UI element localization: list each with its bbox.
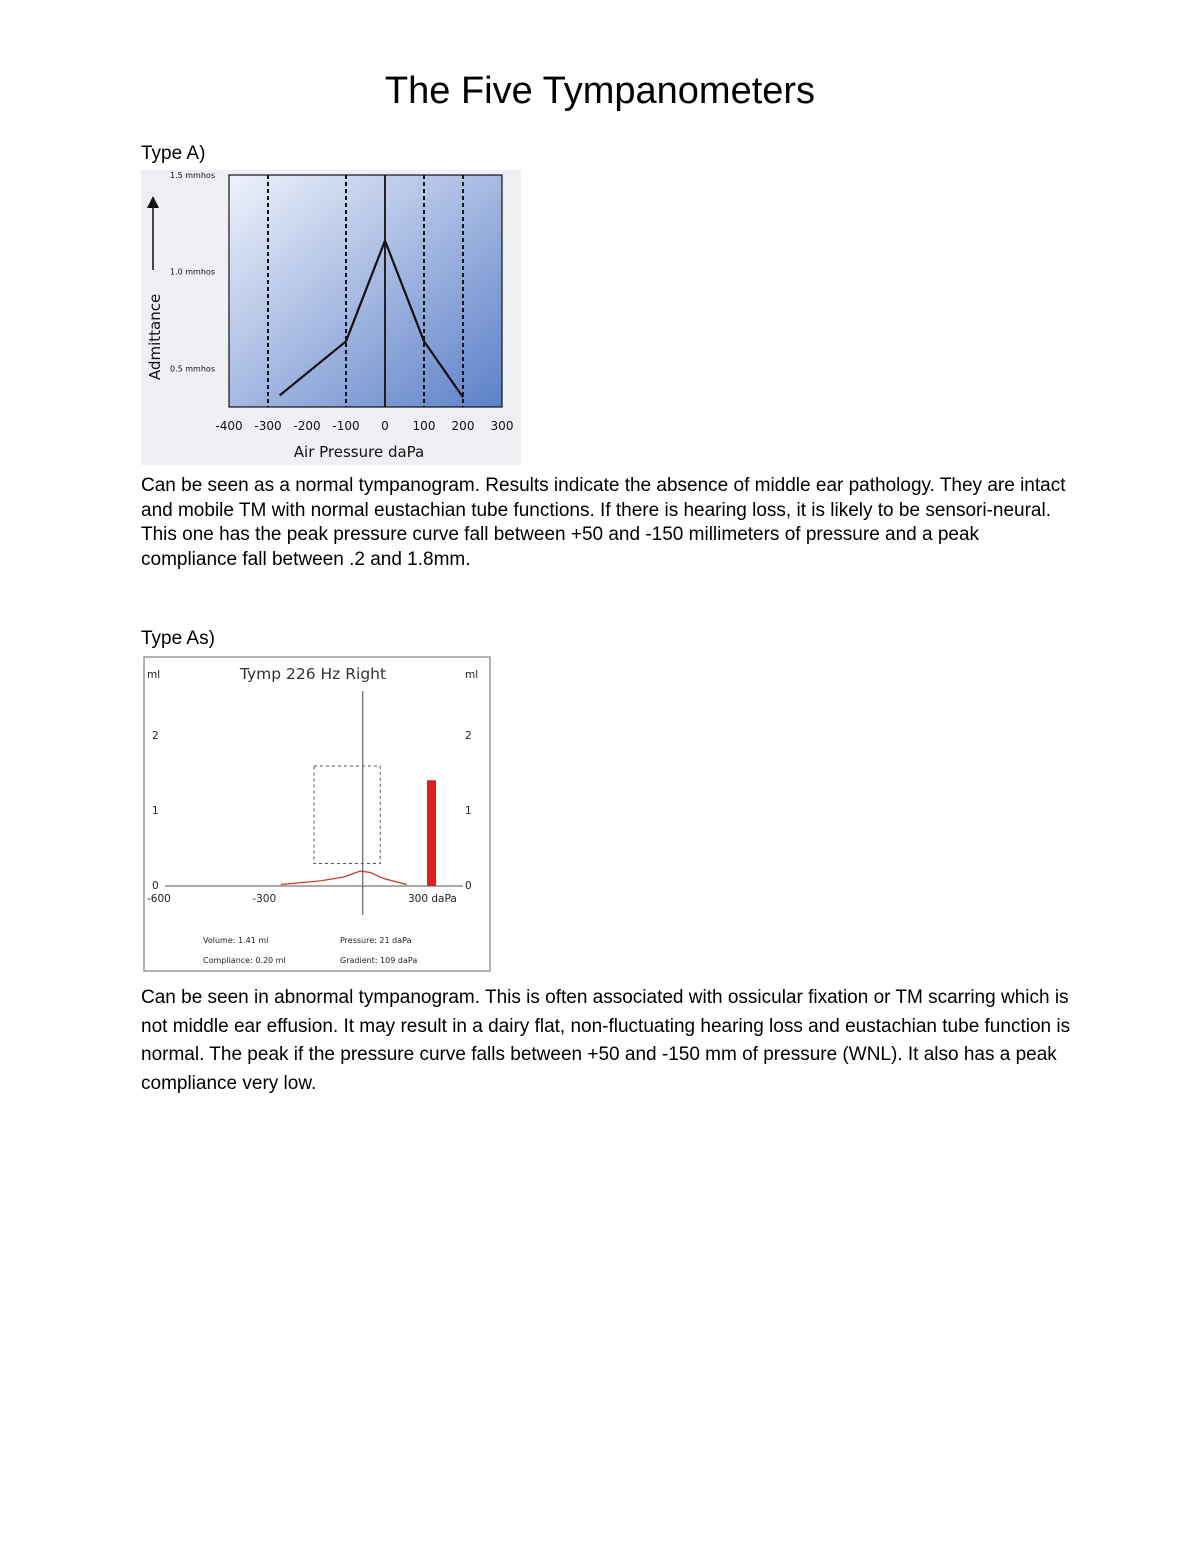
y-tick-label: 1.5 mmhos [170, 171, 215, 180]
chart-title: Tymp 226 Hz Right [239, 665, 387, 683]
page-title: The Five Tympanometers [384, 70, 816, 112]
y-axis-title: Admittance [146, 293, 164, 380]
y-tick-label: 0.5 mmhos [170, 364, 215, 374]
gradient-readout: Gradient: 109 daPa [340, 956, 418, 965]
y-tick-label-right: 1 [465, 805, 472, 817]
type-a-tympanogram-chart [141, 170, 521, 465]
type-a-description: Can be seen as a normal tympanogram. Results indicate the absence of middle ear pathology. They are intact and mobile TM with normal eustachian tube functions. If there is hearing loss, it is likely to be sensori-neural. This one has the peak pressure curve fall between +50 and -150 millimeters of pressure and a peak compliance fall between .2 and 1.8mm. [141, 475, 1066, 570]
volume-bar [427, 780, 436, 886]
y-axis-unit-left: ml [147, 669, 161, 681]
y-tick-label-left: 0 [152, 880, 159, 892]
x-tick-label: -600 [147, 893, 171, 905]
y-tick-label-left: 1 [152, 805, 159, 817]
x-tick-label: 300 [490, 419, 514, 433]
x-tick-label: -300 [254, 419, 282, 433]
pressure-readout: Pressure: 21 daPa [340, 936, 412, 945]
x-tick-label: -400 [215, 419, 243, 433]
y-tick-label: 1.0 mmhos [170, 267, 215, 277]
x-tick-label: -100 [332, 419, 360, 433]
compliance-readout: Compliance: 0.20 ml [203, 956, 286, 965]
y-tick-label-right: 0 [465, 880, 472, 892]
volume-readout: Volume: 1.41 ml [203, 936, 269, 945]
x-tick-label: -300 [252, 893, 277, 905]
section-label-type-a: Type A) [141, 143, 206, 164]
y-axis-unit-right: ml [465, 669, 479, 681]
type-as-tympanogram-chart [143, 656, 491, 972]
y-tick-label-right: 2 [465, 730, 472, 742]
x-tick-label: 200 [451, 419, 475, 433]
x-tick-label: 300 daPa [408, 893, 457, 905]
x-tick-label: 100 [412, 419, 436, 433]
section-label-type-as: Type As) [141, 628, 215, 649]
x-axis-title: Air Pressure daPa [293, 443, 425, 461]
x-tick-label: -200 [293, 419, 321, 433]
x-tick-label: 0 [381, 419, 389, 433]
y-tick-label-left: 2 [152, 730, 159, 742]
type-as-description: Can be seen in abnormal tympanogram. This is often associated with ossicular fixation or TM scarring which is not middle ear effusion. It may result in a dairy flat, non-fluctuating hearing loss and eustachian tube function is normal. The peak if the pressure curve falls between +50 and -150 mm of pressure (WNL). It also has a peak compliance very low. [141, 987, 1071, 1095]
